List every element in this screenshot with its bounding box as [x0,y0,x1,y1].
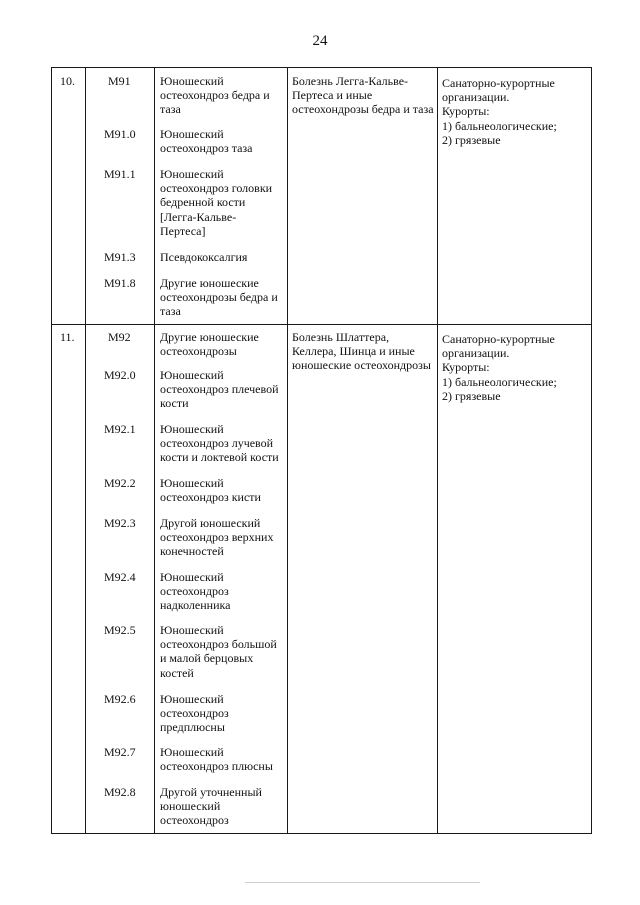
diagnosis-name: Юношеский остеохондроз бедра и таза [160,74,270,117]
icd-code: M92.8 [104,785,136,799]
diagnosis-name: Другой уточненный юношеский остеохондроз [160,785,262,828]
diagnosis-name: Юношеский остеохондроз таза [160,127,253,156]
icd-code: M92.4 [104,570,136,584]
diagnosis-name: Юношеский остеохондроз плюсны [160,745,273,774]
row-number: 11. [60,330,75,344]
diagnosis-name: Юношеский остеохондроз головки бедренной кости [Легга-Кальве- Пертеса] [160,167,273,238]
icd-code: M92.0 [104,368,136,382]
facility-description: Санаторно-курортные организации. Курорты: 1) бальнеологические; 2) грязевые [442,332,557,403]
icd-code: M92 [108,330,131,344]
column-border-left [51,67,52,833]
disease-description: Болезнь Шлаттера, Келлера, Шинца и иные юношеские остеохондрозы [292,330,431,373]
row-divider [51,324,592,325]
row-number: 10. [60,74,75,88]
icd-code: M92.6 [104,692,136,706]
icd-code: M91.3 [104,250,136,264]
diagnosis-name: Юношеский остеохондроз кисти [160,476,261,505]
disease-description: Болезнь Легга-Кальве- Пертеса и иные остеохондрозы бедра и таза [292,74,434,117]
column-border-right [591,67,592,833]
icd-code: M91.0 [104,127,136,141]
diagnosis-name: Юношеский остеохондроз плечевой кости [160,368,279,411]
table-top-border [51,67,592,68]
icd-code: M91.1 [104,167,136,181]
icd-code: M91 [108,74,131,88]
icd-code: M92.7 [104,745,136,759]
facility-description: Санаторно-курортные организации. Курорты: 1) бальнеологические; 2) грязевые [442,76,557,147]
diagnosis-name: Другие юношеские остеохондрозы бедра и таза [160,276,278,319]
diagnosis-name: Юношеский остеохондроз большой и малой берцовых костей [160,623,277,680]
column-border-name [287,67,288,833]
icd-code: M92.5 [104,623,136,637]
diagnosis-name: Псевдококсалгия [160,250,248,264]
icd-code: M91.8 [104,276,136,290]
diagnosis-name: Другой юношеский остеохондроз верхних конечностей [160,516,274,559]
column-border-num [85,67,86,833]
diagnosis-name: Юношеский остеохондроз надколенника [160,570,231,613]
column-border-code [154,67,155,833]
icd-code: M92.2 [104,476,136,490]
diagnosis-name: Юношеский остеохондроз предплюсны [160,692,229,735]
column-border-disease [437,67,438,833]
icd-code: M92.3 [104,516,136,530]
diagnosis-name: Юношеский остеохондроз лучевой кости и локтевой кости [160,422,279,465]
scan-edge-mark [245,882,480,883]
icd-code: M92.1 [104,422,136,436]
diagnosis-name: Другие юношеские остеохондрозы [160,330,259,359]
table-bottom-border [51,833,592,834]
page-number: 24 [312,33,328,49]
